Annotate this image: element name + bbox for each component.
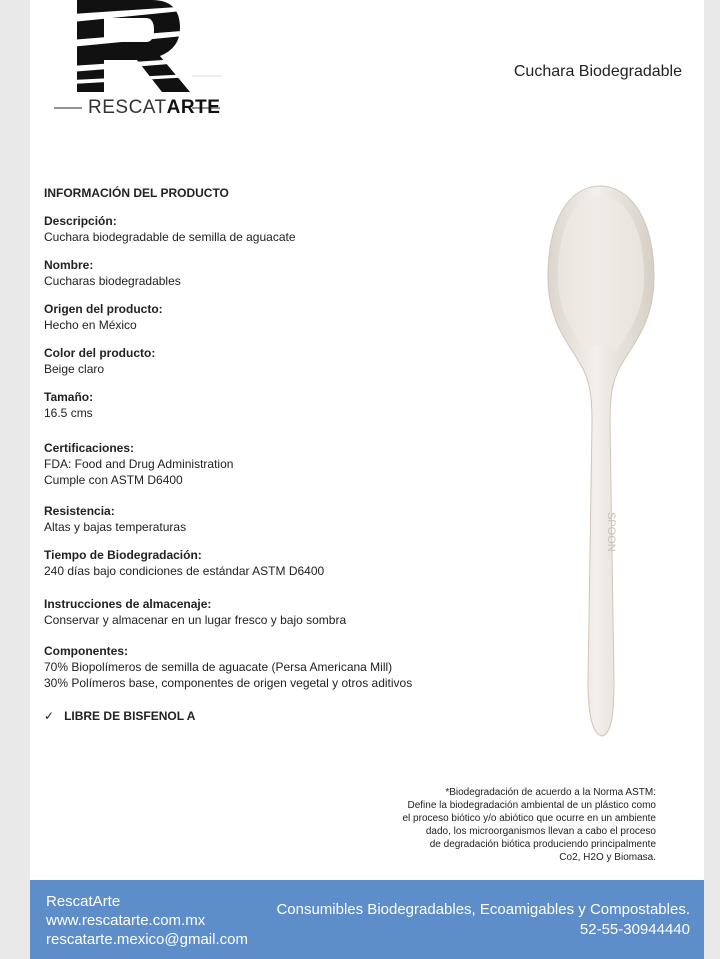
field-nombre bbox=[44, 258, 464, 289]
footer-bar bbox=[30, 880, 704, 959]
field-value: Beige claro bbox=[44, 362, 105, 376]
rescatarte-logo bbox=[42, 0, 222, 125]
astm-footnote bbox=[336, 786, 656, 864]
field-label: Certificaciones: bbox=[44, 441, 135, 455]
footer-website-link[interactable]: www.rescatarte.com.mx bbox=[46, 912, 206, 929]
spoon-illustration bbox=[542, 182, 662, 742]
field-value: Conservar y almacenar en un lugar fresco y bajo sombra bbox=[44, 613, 347, 627]
field-biodegradacion bbox=[44, 548, 464, 579]
footnote-line: Define la biodegradación ambiental de un plástico como bbox=[407, 800, 656, 811]
footer-contact bbox=[46, 892, 248, 949]
logo-wordmark bbox=[88, 97, 220, 119]
field-value: Cumple con ASTM D6400 bbox=[44, 473, 183, 487]
footer-info bbox=[276, 900, 690, 940]
field-origen bbox=[44, 302, 464, 333]
field-label: Origen del producto: bbox=[44, 302, 163, 316]
field-color bbox=[44, 346, 464, 377]
field-value: Hecho en México bbox=[44, 318, 137, 332]
field-tamano bbox=[44, 390, 464, 421]
spoon-image bbox=[542, 182, 662, 747]
field-value: 240 días bajo condiciones de estándar ASTM D6400 bbox=[44, 564, 325, 578]
document-page bbox=[30, 0, 704, 959]
field-resistencia bbox=[44, 504, 464, 535]
field-label: Instrucciones de almacenaje: bbox=[44, 597, 212, 611]
footer-phone: 52-55-30944440 bbox=[579, 921, 690, 938]
field-label: Tiempo de Biodegradación: bbox=[44, 548, 202, 562]
product-info bbox=[44, 186, 464, 723]
footnote-line: *Biodegradación de acuerdo a la Norma ASTM: bbox=[445, 787, 656, 798]
footer-company: RescatArte bbox=[46, 893, 121, 910]
field-value: Cucharas biodegradables bbox=[44, 274, 181, 288]
field-descripcion bbox=[44, 214, 464, 245]
field-value: Cuchara biodegradable de semilla de aguacate bbox=[44, 230, 296, 244]
section-heading: INFORMACIÓN DEL PRODUCTO bbox=[44, 186, 229, 200]
field-value: Altas y bajas temperaturas bbox=[44, 520, 187, 534]
field-label: Componentes: bbox=[44, 644, 128, 658]
field-value: FDA: Food and Drug Administration bbox=[44, 457, 234, 471]
field-value: 16.5 cms bbox=[44, 406, 93, 420]
footnote-line: el proceso biótico y/o abiótico que ocurre en un ambiente bbox=[402, 813, 656, 824]
field-certificaciones bbox=[44, 441, 464, 488]
footnote-line: de degradación biótica produciendo principalmente bbox=[429, 839, 656, 850]
field-value: 70% Biopolímeros de semilla de aguacate (Persa Americana Mill) bbox=[44, 660, 393, 674]
field-label: Tamaño: bbox=[44, 390, 94, 404]
document-title: Cuchara Biodegradable bbox=[513, 63, 682, 80]
field-label: Descripción: bbox=[44, 214, 117, 228]
field-value: 30% Polímeros base, componentes de origen vegetal y otros aditivos bbox=[44, 676, 413, 690]
footnote-line: Co2, H2O y Biomasa. bbox=[559, 852, 656, 863]
field-almacenaje bbox=[44, 597, 464, 628]
footnote-line: dado, los microorganismos llevan a cabo el proceso bbox=[425, 826, 656, 837]
field-label: Nombre: bbox=[44, 258, 94, 272]
bpa-text: LIBRE DE BISFENOL A bbox=[64, 709, 196, 723]
field-componentes bbox=[44, 644, 464, 691]
footer-email-link[interactable]: rescatarte.mexico@gmail.com bbox=[46, 931, 248, 948]
bpa-free-note bbox=[44, 709, 464, 723]
logo-word-light: RESCAT bbox=[88, 97, 167, 118]
checkmark-icon: ✓ bbox=[44, 709, 55, 723]
field-label: Resistencia: bbox=[44, 504, 115, 518]
svg-text:SPOON: SPOON bbox=[605, 512, 617, 552]
logo-word-bold: ARTE bbox=[166, 97, 221, 118]
footer-tagline: Consumibles Biodegradables, Ecoamigables y Compostables. bbox=[276, 901, 690, 918]
field-label: Color del producto: bbox=[44, 346, 156, 360]
